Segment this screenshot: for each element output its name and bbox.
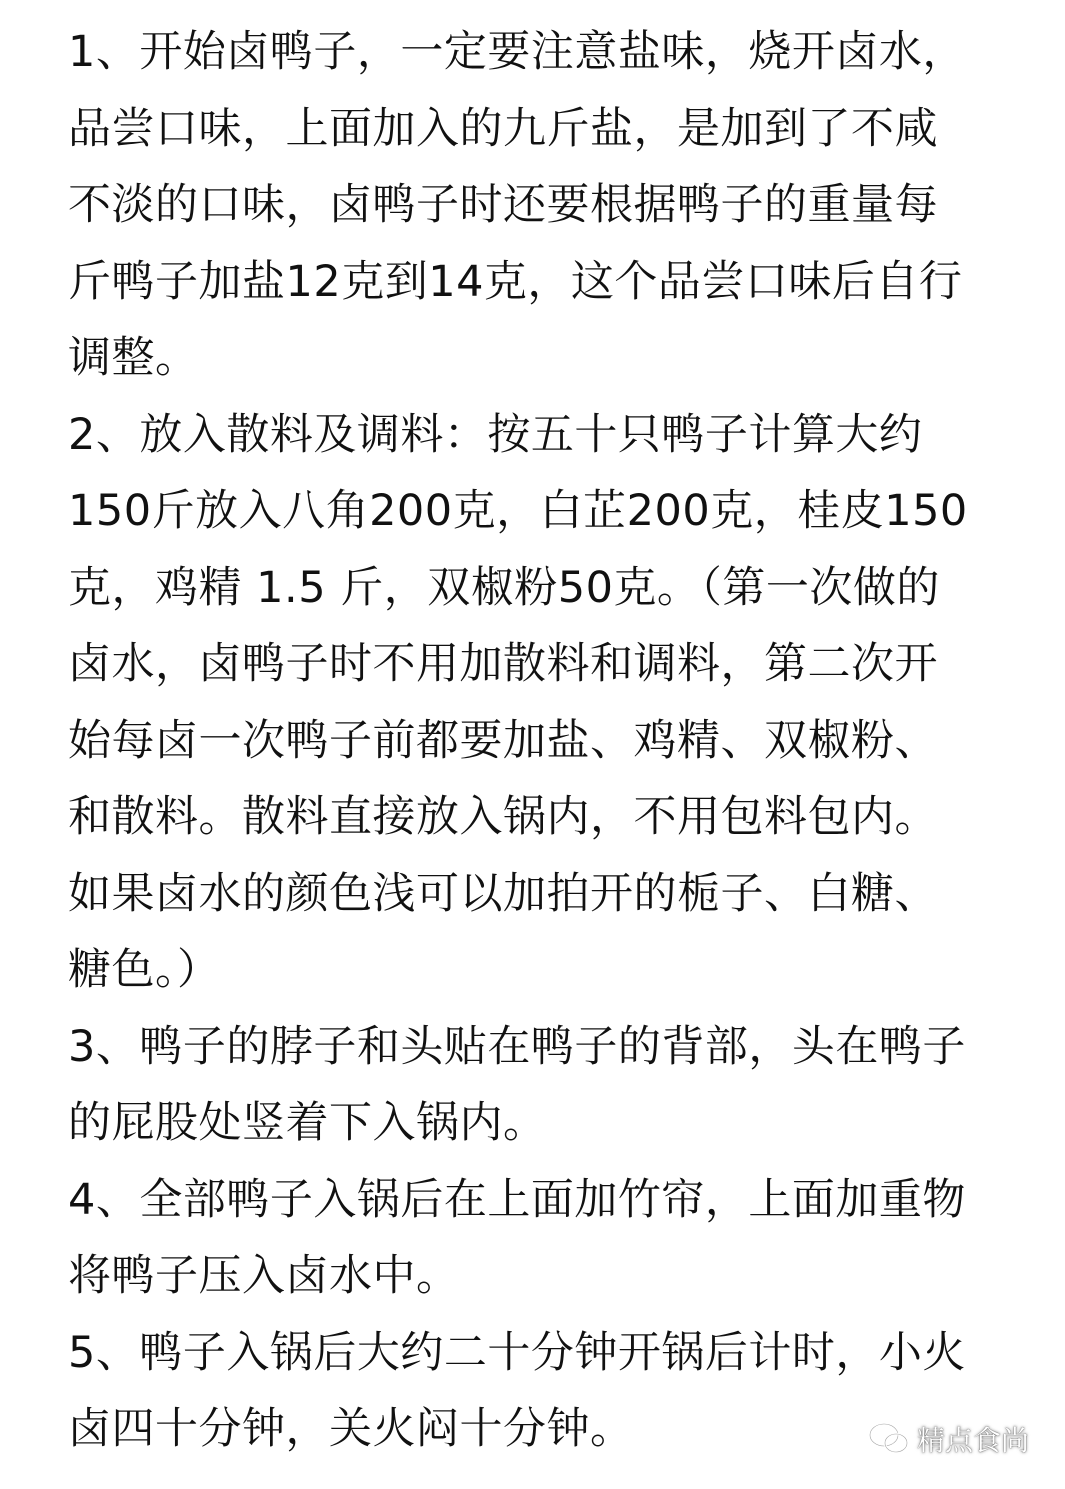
text-line: 克，鸡精 1.5 斤，双椒粉50克。（第一次做的: [68, 562, 940, 613]
watermark-text: 精点食尚: [916, 1424, 1029, 1457]
text-line: 糖色。）: [68, 945, 221, 995]
text-line: 不淡的口味，卤鸭子时还要根据鸭子的重量每: [68, 180, 938, 230]
text-line: 如果卤水的颜色浅可以加拍开的栀子、白糖、: [68, 868, 938, 919]
text-line: 4、全部鸭子入锅后在上面加竹帘，上面加重物: [68, 1174, 966, 1225]
recipe-text: [68, 14, 1028, 1468]
watermark: [867, 1419, 1029, 1459]
text-line: 3、鸭子的脖子和头贴在鸭子的背部，头在鸭子: [68, 1021, 966, 1072]
text-line: 卤水，卤鸭子时不用加散料和调料，第二次开: [68, 639, 938, 689]
text-line: 调整。: [68, 333, 199, 383]
text-line: 和散料。散料直接放入锅内，不用包料包内。: [68, 792, 938, 842]
text-line: 5、鸭子入锅后大约二十分钟开锅后计时，小火: [68, 1327, 966, 1378]
wechat-icon: [867, 1421, 911, 1457]
text-line: 150斤放入八角200克，白芷200克，桂皮150: [68, 486, 968, 536]
text-line: 的屁股处竖着下入锅内。: [68, 1098, 547, 1148]
text-line: 1、开始卤鸭子，一定要注意盐味，烧开卤水，: [68, 27, 966, 77]
text-line: 2、放入散料及调料：按五十只鸭子计算大约: [68, 409, 923, 460]
text-line: 将鸭子压入卤水中。: [68, 1251, 460, 1301]
text-line: 始每卤一次鸭子前都要加盐、鸡精、双椒粉、: [68, 715, 938, 766]
text-line: 品尝口味，上面加入的九斤盐，是加到了不咸: [68, 103, 938, 154]
text-line: 斤鸭子加盐12克到14克，这个品尝口味后自行: [68, 256, 963, 307]
text-line: 卤四十分钟，关火闷十分钟。: [68, 1404, 634, 1454]
